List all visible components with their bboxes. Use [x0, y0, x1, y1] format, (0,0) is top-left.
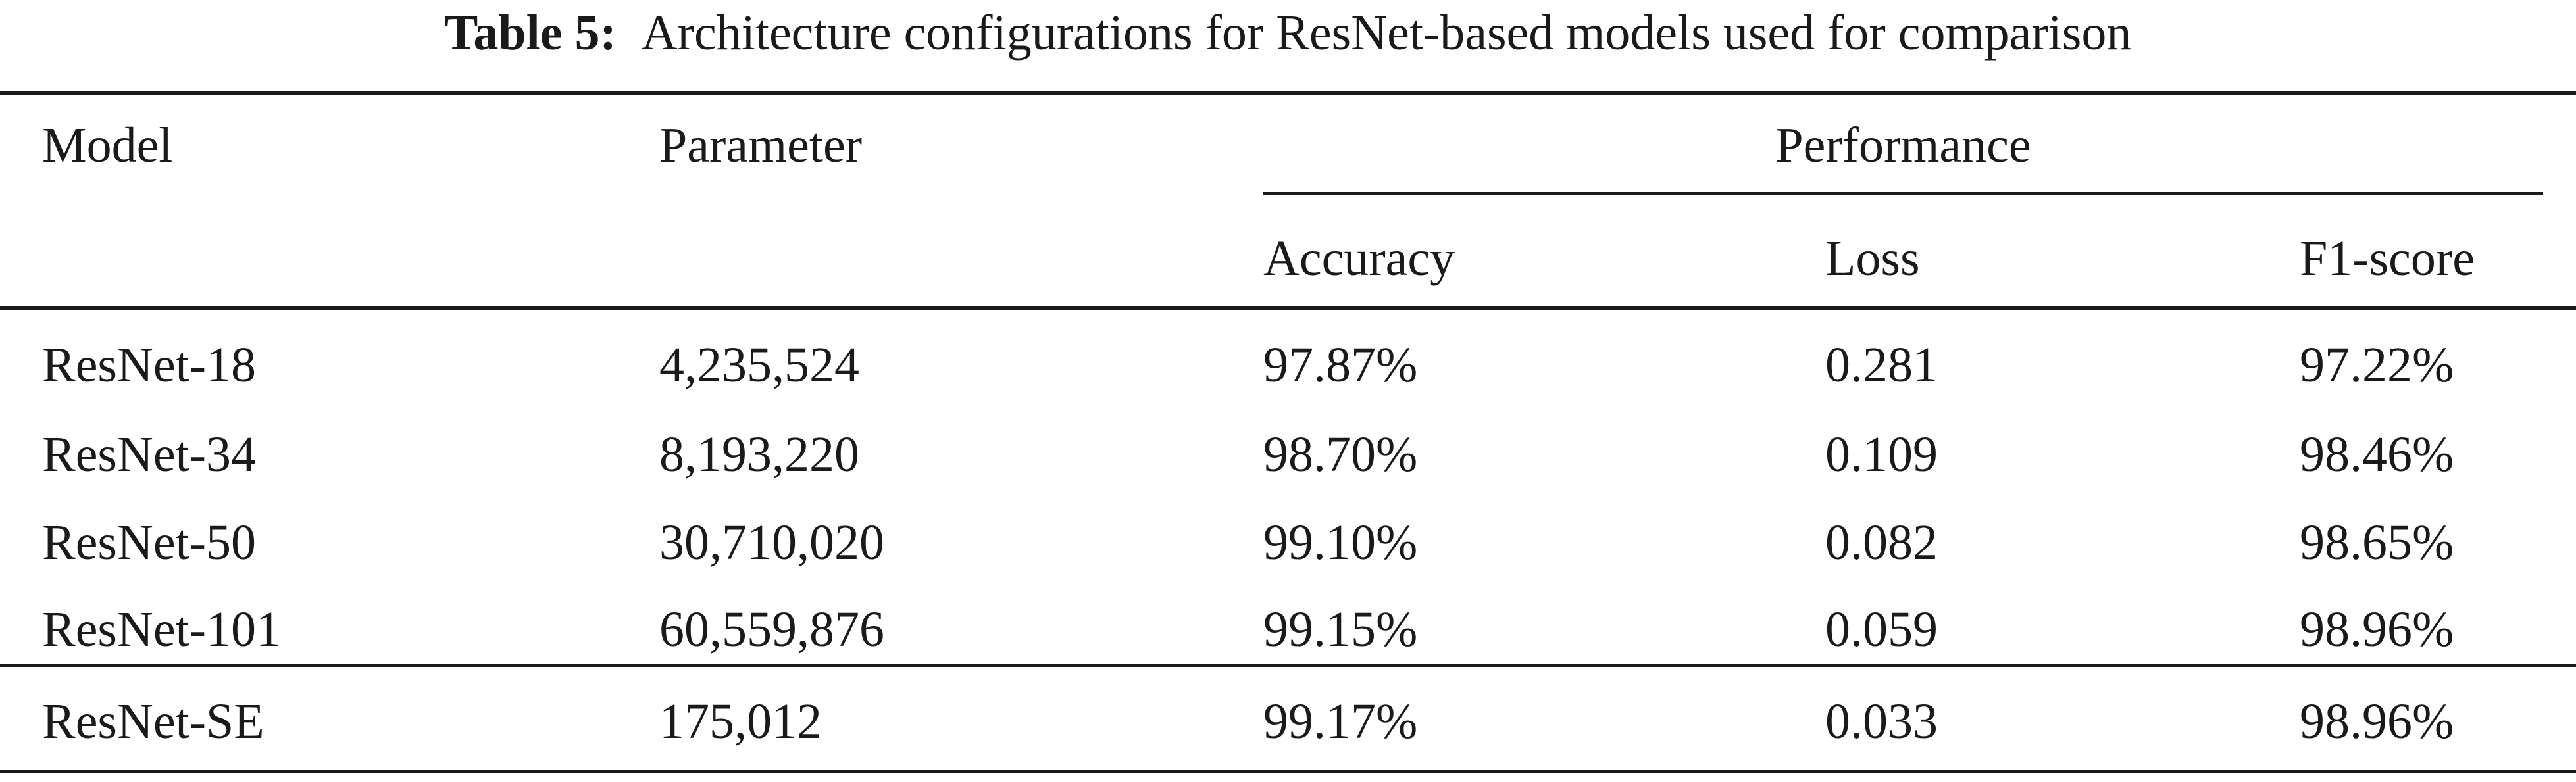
row-model: ResNet-SE — [42, 694, 265, 749]
row-model: ResNet-101 — [42, 602, 282, 657]
row-f1-score: 97.22% — [2300, 337, 2454, 393]
row-loss: 0.033 — [1825, 694, 1938, 749]
row-loss: 0.082 — [1825, 515, 1938, 570]
separator-rule — [0, 664, 2576, 667]
row-f1-score: 98.46% — [2300, 427, 2454, 482]
row-accuracy: 99.17% — [1263, 694, 1418, 749]
row-parameter: 175,012 — [659, 694, 822, 749]
row-parameter: 8,193,220 — [659, 427, 859, 482]
header-parameter: Parameter — [659, 118, 863, 173]
header-loss: Loss — [1825, 231, 1920, 286]
row-accuracy: 99.15% — [1263, 602, 1418, 657]
table-caption — [0, 0, 2576, 72]
row-accuracy: 99.10% — [1263, 515, 1418, 570]
header-f1-score: F1-score — [2300, 231, 2475, 286]
caption-text: Architecture configurations for ResNet-based models used for comparison — [641, 5, 2132, 61]
row-model: ResNet-18 — [42, 337, 257, 393]
performance-rule — [1263, 192, 2543, 195]
caption-label: Table 5: — [444, 5, 617, 61]
row-parameter: 30,710,020 — [659, 515, 884, 570]
row-f1-score: 98.96% — [2300, 602, 2454, 657]
row-parameter: 60,559,876 — [659, 602, 884, 657]
row-model: ResNet-34 — [42, 427, 257, 482]
header-accuracy: Accuracy — [1263, 231, 1455, 286]
header-performance: Performance — [1775, 118, 2031, 173]
bottom-rule — [0, 770, 2576, 773]
header-model: Model — [42, 118, 173, 173]
row-model: ResNet-50 — [42, 515, 257, 570]
row-loss: 0.281 — [1825, 337, 1938, 393]
row-loss: 0.059 — [1825, 602, 1938, 657]
row-accuracy: 98.70% — [1263, 427, 1418, 482]
header-rule — [0, 306, 2576, 310]
row-loss: 0.109 — [1825, 427, 1938, 482]
row-parameter: 4,235,524 — [659, 337, 859, 393]
top-rule — [0, 91, 2576, 95]
row-f1-score: 98.65% — [2300, 515, 2454, 570]
row-f1-score: 98.96% — [2300, 694, 2454, 749]
row-accuracy: 97.87% — [1263, 337, 1418, 393]
